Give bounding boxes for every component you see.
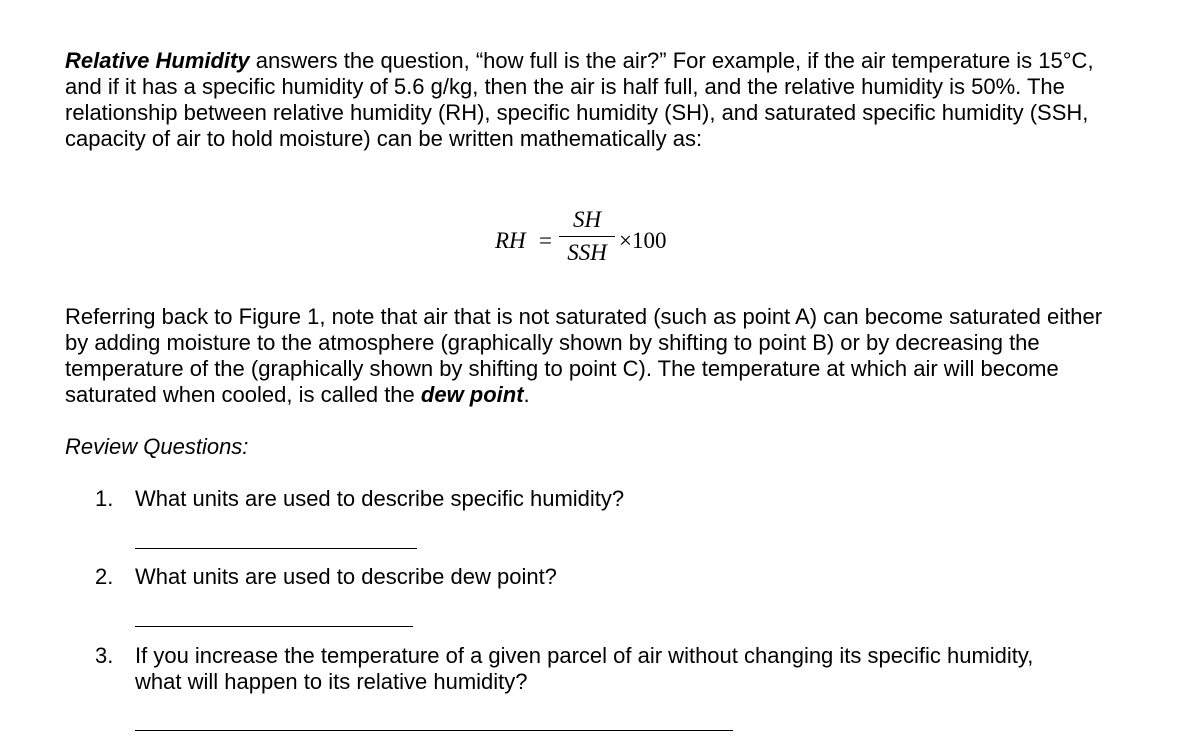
- equation-equals: =: [539, 228, 552, 253]
- answer-line-2[interactable]: [135, 626, 413, 627]
- equation-multiplier: ×100: [619, 228, 667, 253]
- question-text: What units are used to describe dew point?: [135, 564, 557, 589]
- equation-lhs: RH: [495, 228, 526, 253]
- fraction-denominator: SSH: [567, 240, 607, 265]
- fraction-numerator: SH: [572, 207, 602, 232]
- question-number: 1.: [95, 486, 114, 511]
- intro-text: answers the question, “how full is the air?” For example, if the air temperature is 15°C, and if it has a specific humidity of 5.6 g/kg, then the air is half full, and the relative humidity is 50%. The relationship between relative humidity (RH), specific humidity (SH), and saturated specific humidity (SSH, capacity of air to hold moisture) can be written mathematically as:: [65, 48, 1094, 151]
- intro-paragraph: [65, 48, 1125, 152]
- answer-line-1[interactable]: [135, 548, 417, 549]
- review-heading: Review Questions:: [65, 434, 249, 459]
- fraction-bar: [559, 236, 615, 237]
- dew-point-section: [65, 304, 1125, 408]
- question-3: [95, 643, 1095, 695]
- rh-equation: [495, 206, 735, 272]
- equation-fraction: [559, 206, 615, 267]
- question-text: If you increase the temperature of a given parcel of air without changing its specific humidity, what will happen to its relative humidity?: [135, 643, 1034, 694]
- dew-point-end: .: [523, 382, 530, 407]
- answer-line-3[interactable]: [135, 730, 733, 731]
- dew-point-term: dew point: [420, 382, 524, 407]
- question-text: What units are used to describe specific humidity?: [135, 486, 625, 511]
- question-number: 2.: [95, 564, 114, 589]
- question-1: [95, 486, 1095, 512]
- relative-humidity-term: Relative Humidity: [65, 48, 250, 73]
- question-2: [95, 564, 1095, 590]
- dew-point-text: Referring back to Figure 1, note that air that is not saturated (such as point A) can become saturated either by adding moisture to the atmosphere (graphically shown by shifting to point B) or by decreasing the temperature of the (graphically shown by shifting to point C). The temperature at which air will become saturated when cooled, is called the: [65, 304, 1103, 407]
- question-number: 3.: [95, 643, 114, 668]
- dew-point-paragraph: [65, 304, 1125, 408]
- intro-section: [65, 48, 1125, 152]
